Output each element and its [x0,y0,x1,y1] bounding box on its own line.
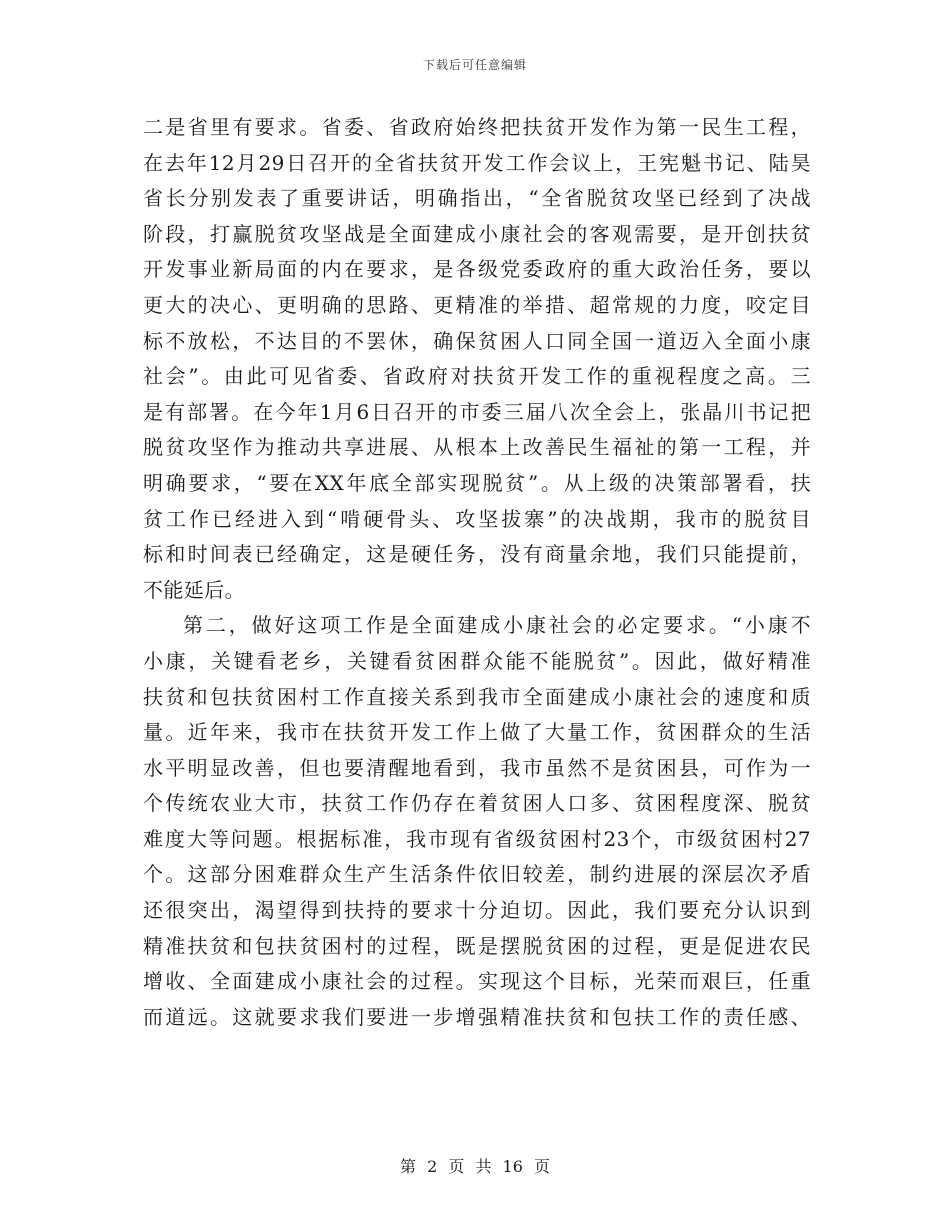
text-line: 开发事业新局面的内在要求，是各级党委政府的重大政治任务，要以 [143,257,811,282]
text-line: 标和时间表已经确定，这是硬任务，没有商量余地，我们只能提前， [143,542,811,567]
text-line: 水平明显改善，但也要清醒地看到，我市虽然不是贫困县，可作为一 [143,755,811,780]
text-line: 阶段，打赢脱贫攻坚战是全面建成小康社会的客观需要，是开创扶贫 [143,221,811,246]
text-line: 二是省里有要求。省委、省政府始终把扶贫开发作为第一民生工程， [143,115,811,139]
text-line: 省长分别发表了重要讲话，明确指出，“全省脱贫攻坚已经到了决战 [143,186,811,211]
page-number-footer: 第 2 页 共 16 页 [400,1157,550,1176]
text-line: 脱贫攻坚作为推动共享进展、从根本上改善民生福祉的第一工程，并 [143,435,811,460]
text-line: 明确要求，“要在XX年底全部实现脱贫”。从上级的决策部署看，扶 [143,470,811,495]
paragraph-first-line: 第二，做好这项工作是全面建成小康社会的必定要求。“小康不 [183,613,811,638]
text-line: 在去年12月29日召开的全省扶贫开发工作会议上，王宪魁书记、陆昊 [143,150,811,175]
header-note: 下载后可任意编辑 [422,58,527,72]
text-line: 社会”。由此可见省委、省政府对扶贫开发工作的重视程度之高。三 [143,364,811,389]
text-line: 贫工作已经进入到“啃硬骨头、攻坚拔寨”的决战期，我市的脱贫目 [143,506,811,531]
text-line: 是有部署。在今年1月6日召开的市委三届八次全会上，张晶川书记把 [143,399,811,424]
text-line: 而道远。这就要求我们要进一步增强精准扶贫和包扶工作的责任感、 [143,1004,811,1029]
text-line: 扶贫和包扶贫困村工作直接关系到我市全面建成小康社会的速度和质 [143,684,811,709]
text-line: 小康，关键看老乡，关键看贫困群众能不能脱贫”。因此，做好精准 [143,648,811,673]
text-line: 精准扶贫和包扶贫困村的过程，既是摆脱贫困的过程，更是促进农民 [143,933,811,958]
text-line: 个传统农业大市，扶贫工作仍存在着贫困人口多、贫困程度深、脱贫 [143,791,811,816]
text-line: 还很突出，渴望得到扶持的要求十分迫切。因此，我们要充分认识到 [143,898,811,923]
text-line: 更大的决心、更明确的思路、更精准的举措、超常规的力度，咬定目 [143,292,811,317]
text-line: 量。近年来，我市在扶贫开发工作上做了大量工作，贫困群众的生活 [143,720,811,745]
text-line: 个。这部分困难群众生产生活条件依旧较差，制约进展的深层次矛盾 [143,862,811,887]
text-line: 标不放松，不达目的不罢休，确保贫困人口同全国一道迈入全面小康 [143,328,811,353]
text-line: 难度大等问题。根据标准，我市现有省级贫困村23个，市级贫困村27 [143,826,811,851]
body-text [143,110,811,1035]
text-line: 不能延后。 [143,577,245,602]
text-line: 增收、全面建成小康社会的过程。实现这个目标，光荣而艰巨，任重 [143,969,811,994]
